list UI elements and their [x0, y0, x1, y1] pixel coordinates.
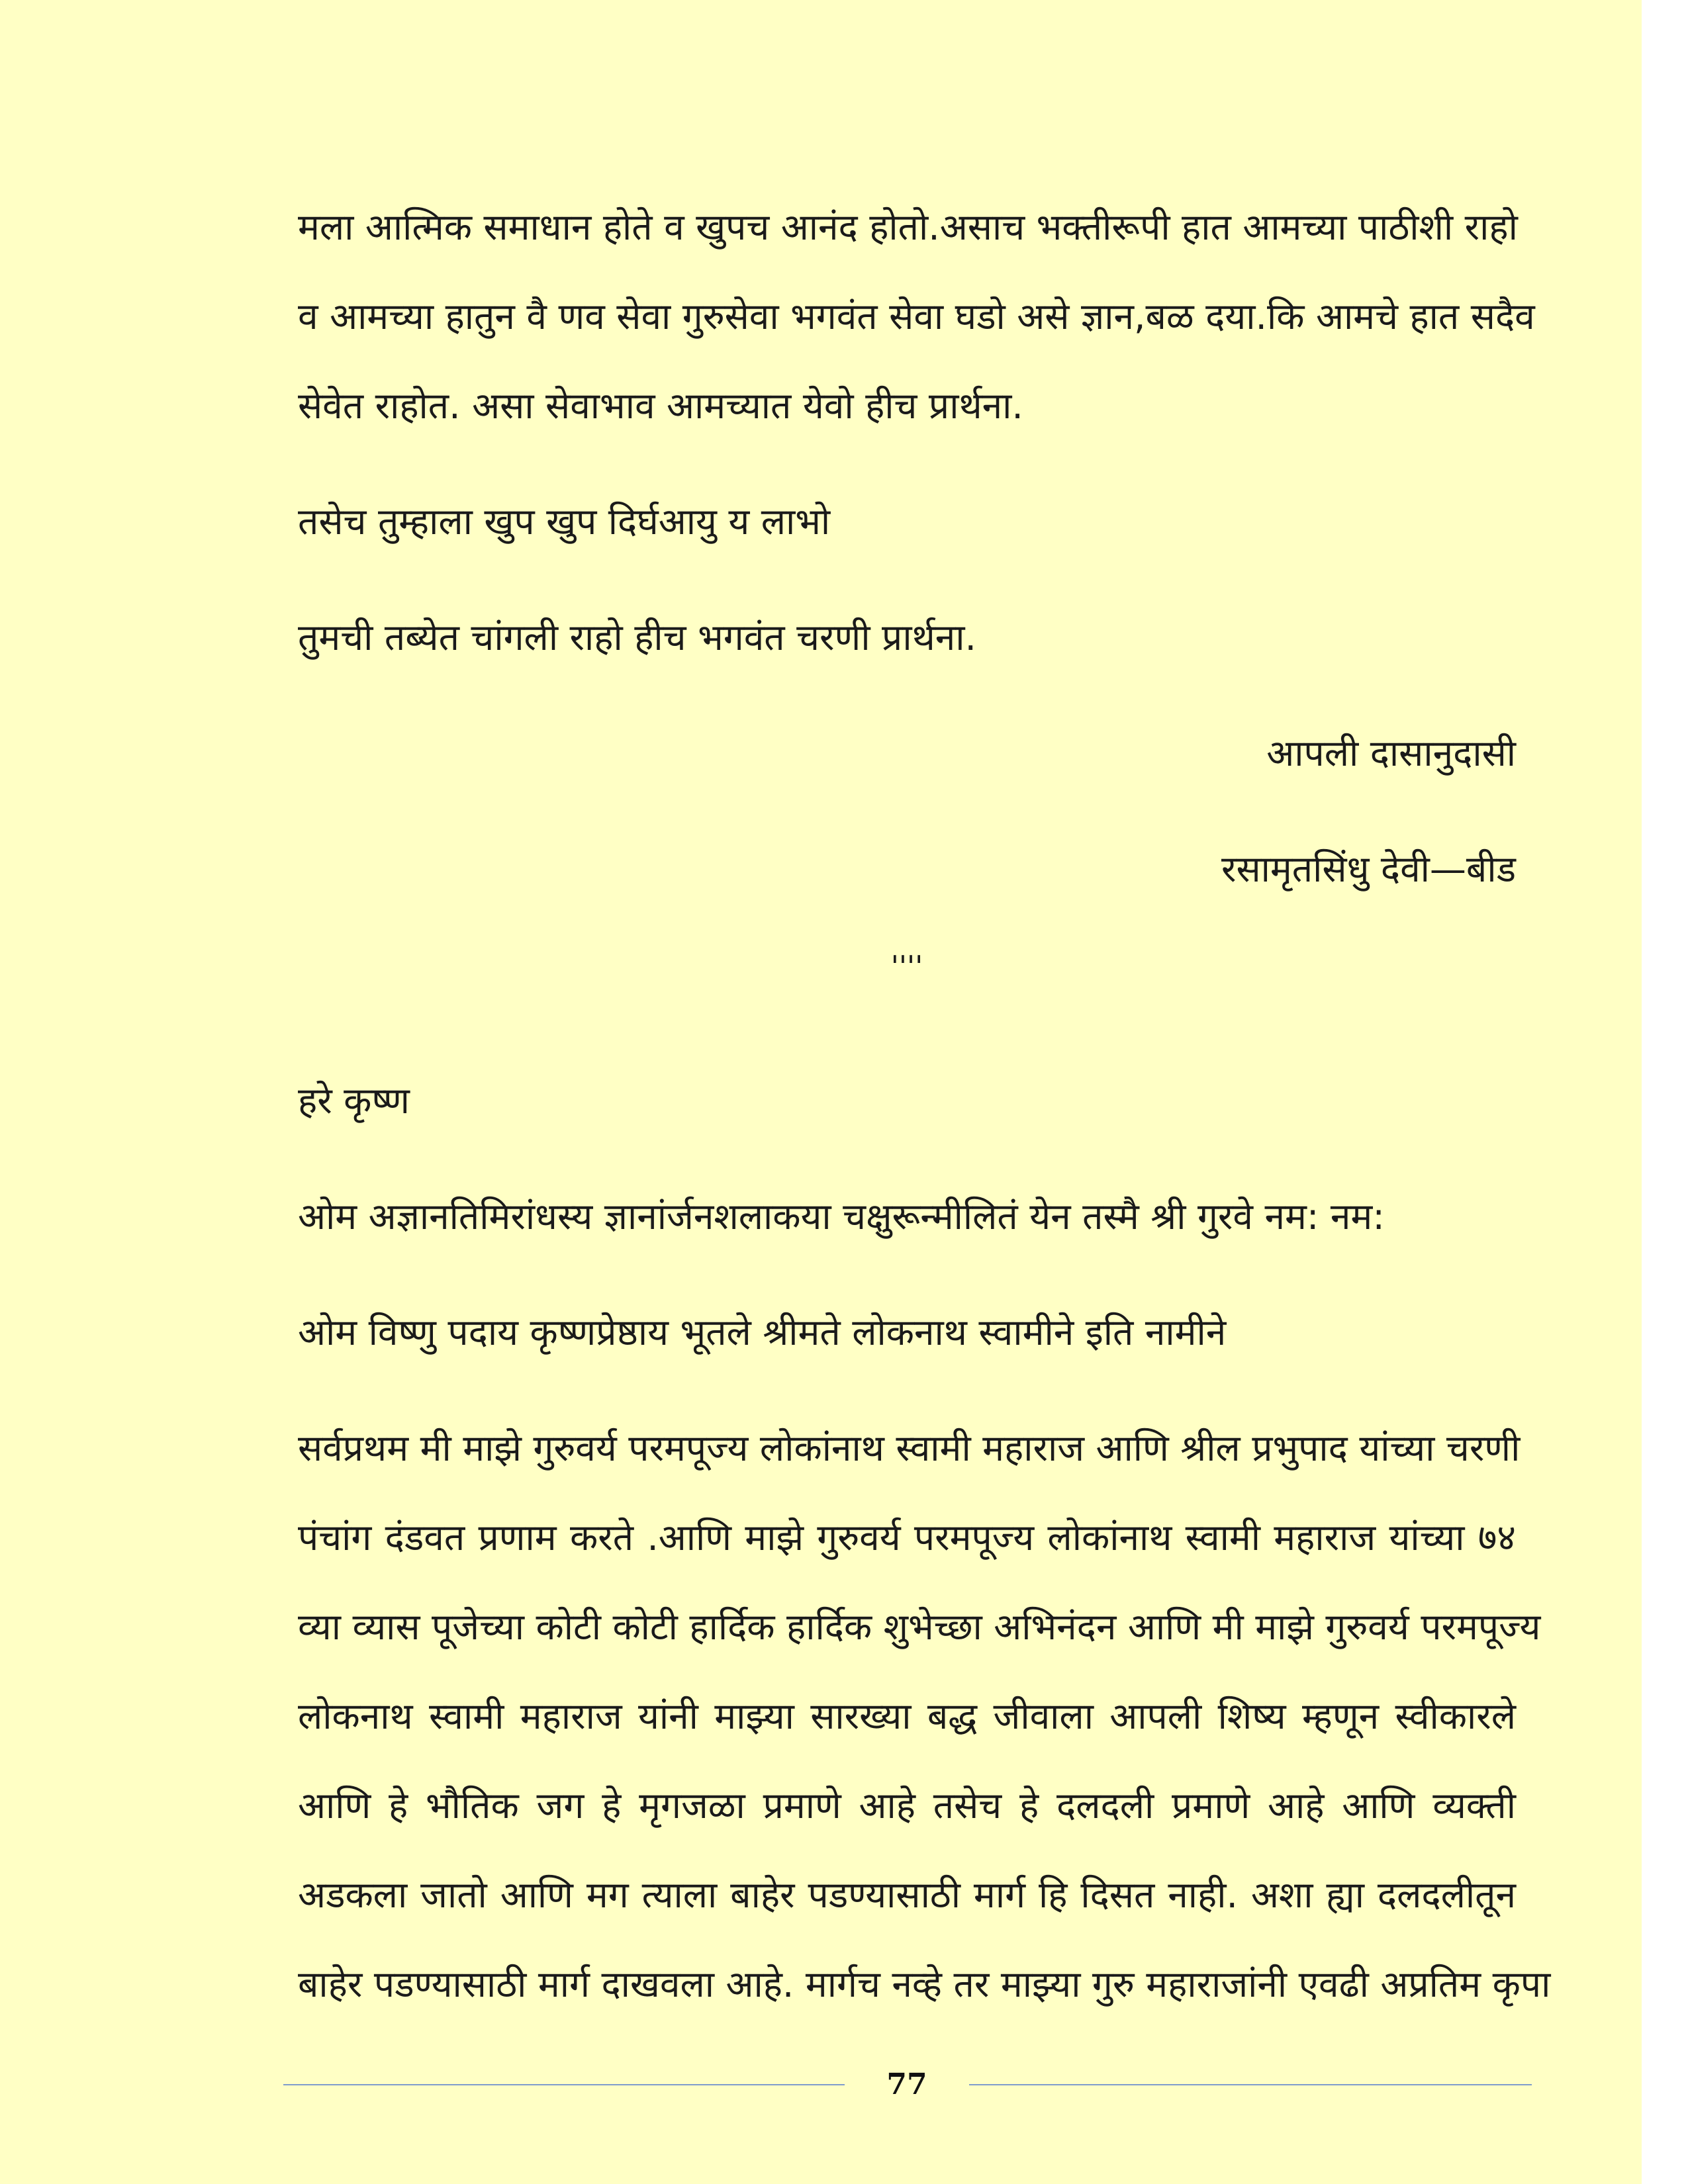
paragraph-line: बाहेर पडण्यासाठी मार्ग दाखवला आहे. मार्गच नव्हे तर माझ्या गुरु महाराजांनी एवढी अप्रतिम कृपा	[298, 1963, 1551, 2005]
signature-line: रसामृतसिंधु देवी—बीड	[1221, 848, 1516, 890]
paragraph-line: आणि हे भौतिक जग हे मृगजळा प्रमाणे आहे तसेच हे दलदली प्रमाणे आहे आणि व्यक्ती	[298, 1784, 1516, 1827]
footer-rule-left	[283, 2084, 845, 2085]
paragraph-line: व आमच्या हातुन वै णव सेवा गुरुसेवा भगवंत सेवा घडो असे ज्ञान,बळ दया.कि आमचे हात सदैव	[298, 295, 1535, 338]
greeting-line: हरे कृष्ण	[298, 1079, 410, 1122]
wish-line: तसेच तुम्हाला खुप खुप दिर्घआयु य लाभो	[298, 500, 831, 543]
page-number: 77	[886, 2068, 927, 2101]
section-separator: ''''	[890, 950, 923, 983]
paragraph-line: लोकनाथ स्वामी महाराज यांनी माझ्या सारख्या बद्ध जीवाला आपली शिष्य म्हणून स्वीकारले	[298, 1695, 1516, 1737]
paragraph-line: अडकला जातो आणि मग त्याला बाहेर पडण्यासाठी मार्ग हि दिसत नाही. अशा ह्या दलदलीतून	[298, 1874, 1516, 1916]
mantra-line: ओम विष्णु पदाय कृष्णप्रेष्ठाय भूतले श्रीमते लोकनाथ स्वामीने इति नामीने	[298, 1311, 1227, 1353]
paragraph-line: सेवेत राहोत. असा सेवाभाव आमच्यात येवो हीच प्रार्थना.	[298, 385, 1023, 427]
paragraph-line: मला आत्मिक समाधान होते व खुपच आनंद होतो.असाच भक्तीरूपी हात आमच्या पाठीशी राहो	[298, 206, 1518, 248]
paragraph-line: सर्वप्रथम मी माझे गुरुवर्य परमपूज्य लोकांनाथ स्वामी महाराज आणि श्रील प्रभुपाद यांच्या चरणी	[298, 1427, 1521, 1469]
paragraph-line: व्या व्यास पूजेच्या कोटी कोटी हार्दिक हार्दिक शुभेच्छा अभिनंदन आणि मी माझे गुरुवर्य परमपूज्य	[298, 1606, 1541, 1648]
footer-rule-right	[969, 2084, 1532, 2085]
prayer-line: तुमची तब्येत चांगली राहो हीच भगवंत चरणी प्रार्थना.	[298, 616, 976, 659]
paragraph-line: पंचांग दंडवत प्रणाम करते .आणि माझे गुरुवर्य परमपूज्य लोकांनाथ स्वामी महाराज यांच्या ७४	[298, 1516, 1516, 1559]
mantra-line: ओम अज्ञानतिमिरांधस्य ज्ञानांर्जनशलाकया चक्षुरून्मीलितं येन तस्मै श्री गुरवे नम: नम:	[298, 1195, 1385, 1238]
page-footer	[0, 2058, 1642, 2111]
closing-line: आपली दासानुदासी	[1266, 732, 1516, 774]
